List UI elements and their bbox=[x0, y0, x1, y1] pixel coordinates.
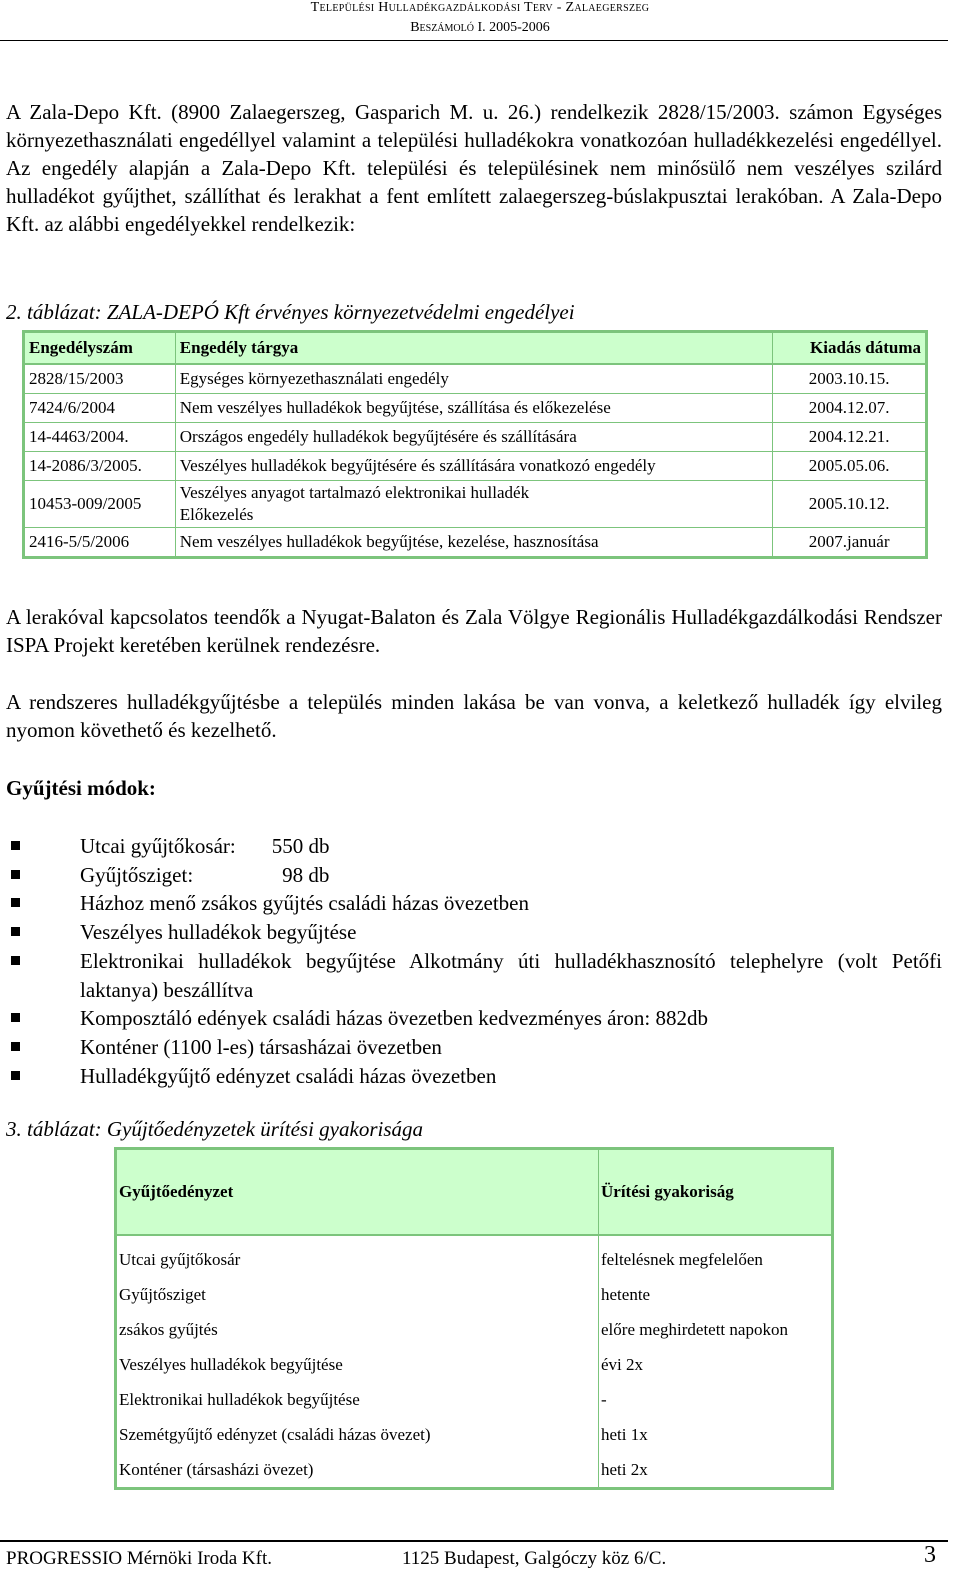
permit-date: 2005.05.06. bbox=[773, 452, 927, 481]
list-item-text: Hulladékgyűjtő edényzet családi házas övezetben bbox=[80, 1063, 497, 1088]
bullet-icon bbox=[11, 1013, 20, 1022]
header-permit-subject: Engedély tárgya bbox=[175, 332, 773, 365]
permit-date: 2007.január bbox=[773, 528, 927, 558]
permit-number: 2828/15/2003 bbox=[24, 364, 176, 394]
collection-methods-list bbox=[6, 832, 942, 1090]
footer-company: PROGRESSIO Mérnöki Iroda Kft. bbox=[6, 1548, 272, 1569]
container-name: Szemétgyűjtő edényzet (családi házas övezet) bbox=[116, 1417, 599, 1452]
emptying-frequency-table bbox=[114, 1147, 834, 1490]
emptying-frequency: feltelésnek megfelelően bbox=[599, 1235, 833, 1277]
bullet-icon bbox=[11, 1071, 20, 1080]
list-item bbox=[6, 889, 942, 918]
list-item bbox=[6, 1062, 942, 1091]
paragraph-ispa-text: A lerakóval kapcsolatos teendők a Nyugat-Balaton és Zala Völgye Regionális Hulladékgazdálkodási Rendszer ISPA Projekt keretében kerülnek rendezésre. bbox=[6, 605, 942, 657]
list-item bbox=[6, 832, 942, 861]
list-item bbox=[6, 1004, 942, 1033]
container-name: Veszélyes hulladékok begyűjtése bbox=[116, 1347, 599, 1382]
frequency-table-header bbox=[116, 1149, 833, 1236]
list-item-value: 550 db bbox=[271, 834, 330, 858]
permit-number: 14-2086/3/2005. bbox=[24, 452, 176, 481]
table-row bbox=[116, 1452, 833, 1489]
table2-caption: 2. táblázat: ZALA-DEPÓ Kft érvényes környezetvédelmi engedélyei bbox=[6, 300, 575, 324]
header-rule bbox=[0, 40, 948, 41]
permit-subject: Nem veszélyes hulladékok begyűjtése, szállítása és előkezelése bbox=[175, 394, 773, 423]
table-row bbox=[24, 528, 927, 558]
permit-subject bbox=[175, 481, 773, 528]
permit-date: 2003.10.15. bbox=[773, 364, 927, 394]
header-title: Települési Hulladékgazdálkodási Terv - Zalaegerszeg bbox=[310, 0, 650, 15]
table-row bbox=[116, 1277, 833, 1312]
table-row bbox=[24, 452, 927, 481]
list-item-label: Gyűjtősziget: bbox=[80, 862, 194, 887]
intro-paragraph-text: A Zala-Depo Kft. (8900 Zalaegerszeg, Gasparich M. u. 26.) rendelkezik 2828/15/2003. számon Egységes környezethasználati engedéllyel valamint a települési hulladékokra vonatkozóan hulladékkezelési engedéllyel. Az engedély alapján a Zala-Depo Kft. települési és településinek nem minősülő nem veszélyes szilárd hulladékot gyűjthet, szállíthat és lerakhat a fent említett zalaegerszeg-búslakpusztai lerakóban. A Zala-Depo Kft. az alábbi engedélyekkel rendelkezik: bbox=[6, 100, 942, 236]
permit-date: 2005.10.12. bbox=[773, 481, 927, 528]
permit-subject: Nem veszélyes hulladékok begyűjtése, kezelése, hasznosítása bbox=[175, 528, 773, 558]
table-row bbox=[24, 481, 927, 528]
permit-subject-line1: Veszélyes anyagot tartalmazó elektronikai hulladék bbox=[179, 483, 530, 502]
table-row bbox=[116, 1347, 833, 1382]
bullet-icon bbox=[11, 1042, 20, 1051]
list-item-text: Konténer (1100 l-es) társasházai övezetben bbox=[80, 1034, 442, 1059]
permit-number: 10453-009/2005 bbox=[24, 481, 176, 528]
permit-subject: Egységes környezethasználati engedély bbox=[175, 364, 773, 394]
list-item-value: 98 db bbox=[282, 862, 330, 887]
permit-subject-line2: Előkezelés bbox=[179, 505, 254, 524]
page-number: 3 bbox=[924, 1542, 936, 1568]
permit-number: 2416-5/5/2006 bbox=[24, 528, 176, 558]
bullet-icon bbox=[11, 927, 20, 936]
permit-date: 2004.12.07. bbox=[773, 394, 927, 423]
permit-subject: Országos engedély hulladékok begyűjtésére és szállítására bbox=[175, 423, 773, 452]
footer-address: 1125 Budapest, Galgóczy köz 6/C. bbox=[402, 1548, 667, 1569]
table-row bbox=[24, 394, 927, 423]
page-header bbox=[0, 0, 960, 35]
container-name: Utcai gyűjtőkosár bbox=[116, 1235, 599, 1277]
list-item-text: Veszélyes hulladékok begyűjtése bbox=[80, 920, 357, 945]
permit-number: 14-4463/2004. bbox=[24, 423, 176, 452]
table-row bbox=[116, 1382, 833, 1417]
bullet-icon bbox=[11, 870, 20, 879]
container-name: Gyűjtősziget bbox=[116, 1277, 599, 1312]
table3-caption: 3. táblázat: Gyűjtőedényzetek ürítési gyakorisága bbox=[6, 1117, 423, 1141]
list-item-text: Elektronikai hulladékok begyűjtése Alkotmány úti hulladékhasznosító telephelyre (volt Petőfi laktanya) beszállítva bbox=[80, 948, 942, 1002]
table-row bbox=[116, 1235, 833, 1277]
header-container: Gyűjtőedényzet bbox=[116, 1149, 599, 1236]
bullet-icon bbox=[11, 956, 20, 965]
emptying-frequency: hetente bbox=[599, 1277, 833, 1312]
footer-rule bbox=[0, 1540, 948, 1542]
permit-subject: Veszélyes hulladékok begyűjtésére és szállítására vonatkozó engedély bbox=[175, 452, 773, 481]
table-row bbox=[116, 1417, 833, 1452]
paragraph-collection bbox=[6, 688, 942, 744]
list-item bbox=[6, 918, 942, 947]
emptying-frequency: heti 2x bbox=[599, 1452, 833, 1489]
emptying-frequency: heti 1x bbox=[599, 1417, 833, 1452]
emptying-frequency: évi 2x bbox=[599, 1347, 833, 1382]
container-name: Konténer (társasházi övezet) bbox=[116, 1452, 599, 1489]
emptying-frequency: - bbox=[599, 1382, 833, 1417]
bullet-icon bbox=[11, 898, 20, 907]
header-permit-number: Engedélyszám bbox=[24, 332, 176, 365]
list-item bbox=[6, 861, 942, 890]
list-item-label: Utcai gyűjtőkosár: bbox=[80, 834, 236, 858]
emptying-frequency: előre meghirdetett napokon bbox=[599, 1312, 833, 1347]
list-item bbox=[6, 1033, 942, 1062]
permit-number: 7424/6/2004 bbox=[24, 394, 176, 423]
list-item-text: Komposztáló edények családi házas övezetben kedvezményes áron: 882db bbox=[80, 1006, 709, 1031]
collection-heading: Gyűjtési módok: bbox=[6, 776, 156, 800]
permits-table-header bbox=[24, 332, 927, 365]
paragraph-collection-text: A rendszeres hulladékgyűjtésbe a település minden lakása be van vonva, a keletkező hulladék így elvileg nyomon követhető és kezelhető. bbox=[6, 690, 942, 742]
bullet-icon bbox=[11, 841, 20, 850]
permit-date: 2004.12.21. bbox=[773, 423, 927, 452]
intro-paragraph bbox=[6, 98, 942, 238]
container-name: Elektronikai hulladékok begyűjtése bbox=[116, 1382, 599, 1417]
list-item bbox=[6, 947, 942, 1004]
permits-table bbox=[22, 330, 928, 559]
header-frequency: Ürítési gyakoriság bbox=[599, 1149, 833, 1236]
header-issue-date: Kiadás dátuma bbox=[773, 332, 927, 365]
paragraph-ispa bbox=[6, 603, 942, 659]
list-item-text: Házhoz menő zsákos gyűjtés családi házas övezetben bbox=[80, 891, 529, 916]
table-row bbox=[24, 364, 927, 394]
table-row bbox=[24, 423, 927, 452]
container-name: zsákos gyűjtés bbox=[116, 1312, 599, 1347]
header-subtitle: Beszámoló I. 2005-2006 bbox=[410, 20, 550, 35]
table-row bbox=[116, 1312, 833, 1347]
